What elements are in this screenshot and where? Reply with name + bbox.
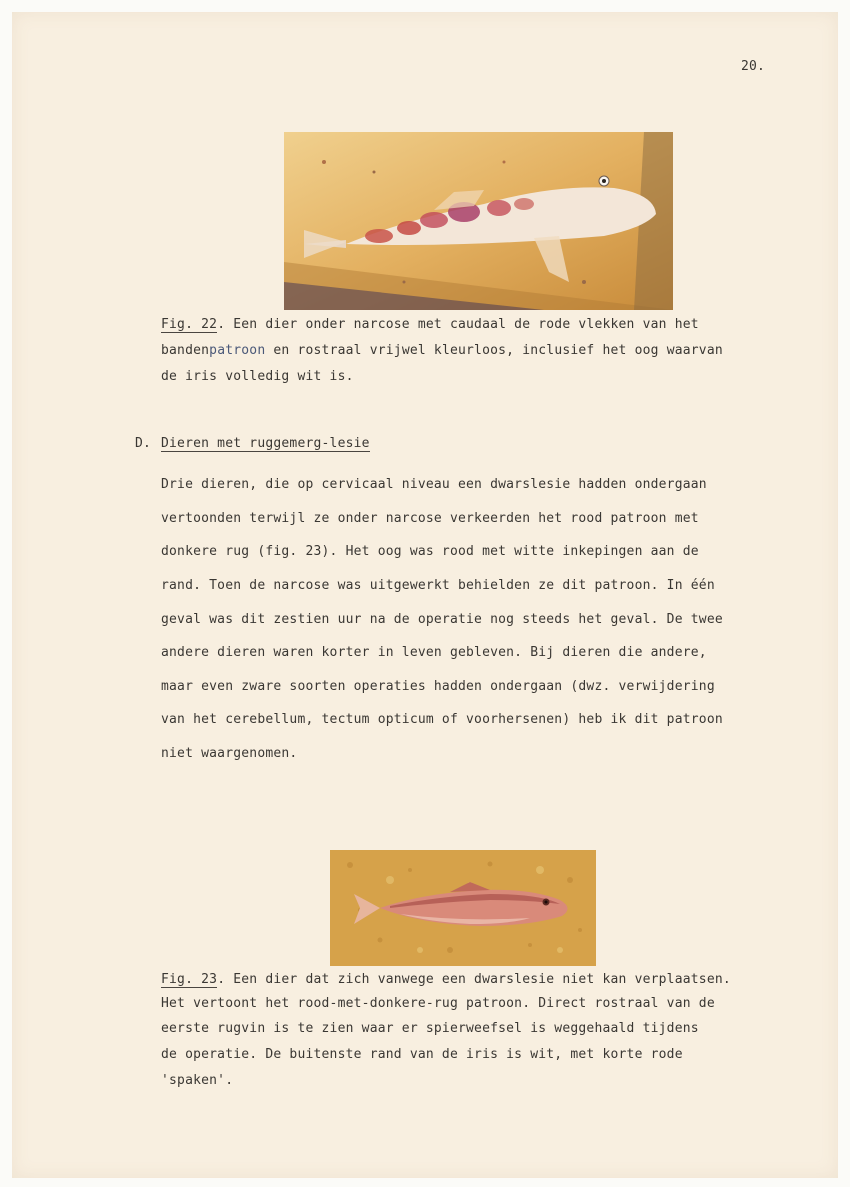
figure-22-caption-line-3: de iris volledig wit is.: [161, 369, 354, 384]
section-heading-text: Dieren met ruggemerg-lesie: [161, 436, 370, 451]
paragraph-line: niet waargenomen.: [161, 746, 298, 761]
figure-22-label: Fig. 22: [161, 317, 218, 332]
paragraph-line: rand. Toen de narcose was uitgewerkt behielden ze dit patroon. In één: [161, 578, 715, 593]
figure-23-caption-line: 'spaken'.: [161, 1073, 234, 1088]
paragraph-line: van het cerebellum, tectum opticum of voorhersenen) heb ik dit patroon: [161, 712, 723, 727]
figure-22-caption-line-2: [161, 343, 723, 358]
figure-23-photo: [330, 850, 596, 966]
figure-23-caption-line-1: [161, 972, 731, 987]
figure-22-photo: [284, 132, 673, 310]
caption-text: banden: [161, 343, 210, 358]
figure-23-caption-line: Het vertoont het rood-met-donkere-rug patroon. Direct rostraal van de: [161, 996, 715, 1011]
paragraph-line: Drie dieren, die op cervicaal niveau een dwarslesie hadden ondergaan: [161, 477, 707, 492]
caption-text-blue: patroon: [209, 343, 266, 358]
caption-text: . Een dier dat zich vanwege een dwarslesie niet kan verplaatsen.: [217, 972, 731, 987]
page-number: 20.: [741, 59, 766, 74]
section-letter: D.: [135, 436, 152, 451]
paragraph-line: maar even zware soorten operaties hadden ondergaan (dwz. verwijdering: [161, 679, 715, 694]
figure-23-caption-line: de operatie. De buitenste rand van de iris is wit, met korte rode: [161, 1047, 683, 1062]
paragraph-line: andere dieren waren korter in leven gebleven. Bij dieren die andere,: [161, 645, 707, 660]
fish-image: [330, 850, 596, 966]
section-heading: [161, 436, 370, 451]
caption-text: en rostraal vrijwel kleurloos, inclusief het oog waarvan: [265, 343, 723, 358]
caption-text: . Een dier onder narcose met caudaal de rode vlekken van het: [217, 317, 699, 332]
document-page: [12, 12, 838, 1178]
figure-23-caption-line: eerste rugvin is te zien waar er spierweefsel is weggehaald tijdens: [161, 1021, 699, 1036]
paragraph-line: geval was dit zestien uur na de operatie nog steeds het geval. De twee: [161, 612, 723, 627]
paragraph-line: vertoonden terwijl ze onder narcose verkeerden het rood patroon met: [161, 511, 699, 526]
paragraph-line: donkere rug (fig. 23). Het oog was rood met witte inkepingen aan de: [161, 544, 699, 559]
figure-23-label: Fig. 23: [161, 972, 218, 987]
figure-22-caption-line-1: [161, 317, 699, 332]
fish-image: [284, 132, 673, 310]
